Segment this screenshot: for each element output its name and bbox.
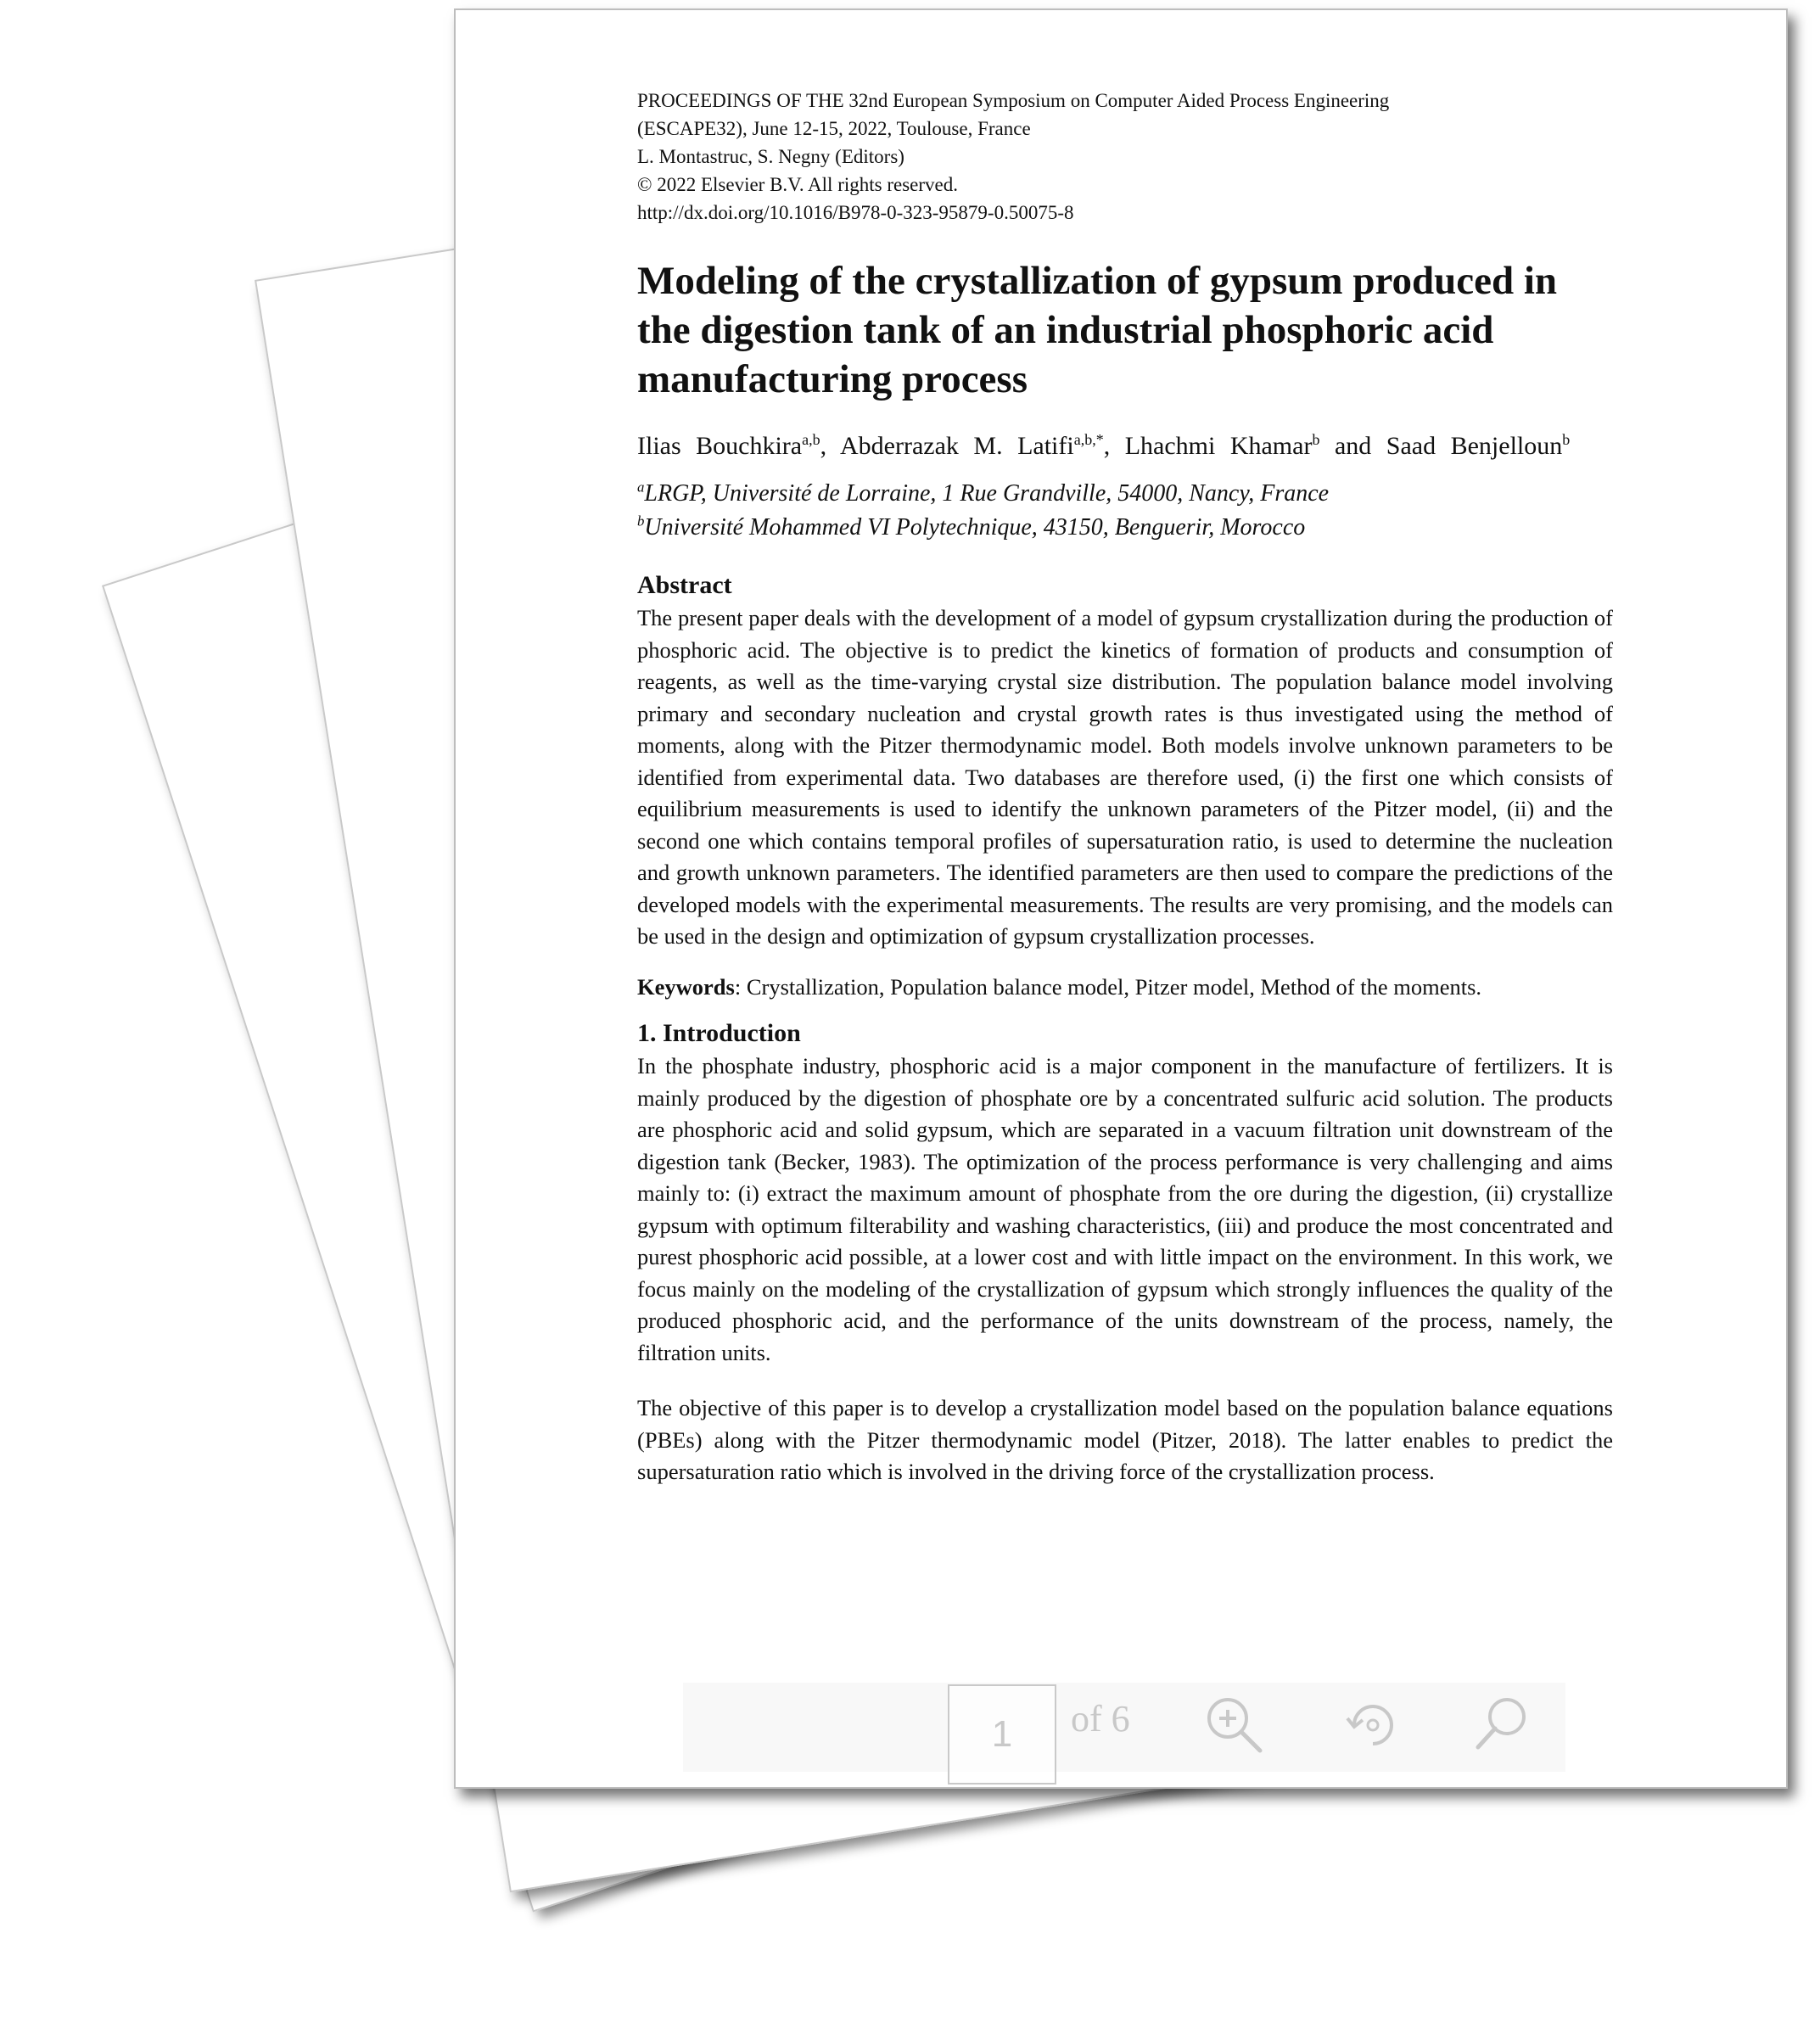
author-affiliation-mark: a,b [802, 431, 820, 448]
affiliation-list [637, 477, 1613, 545]
zoom-in-icon[interactable] [1201, 1691, 1268, 1759]
keywords-text: : Crystallization, Population balance model, Pitzer model, Method of the moments. [734, 973, 1482, 1000]
affiliation-a [637, 477, 1613, 511]
introduction-paragraph-2: The objective of this paper is to develop a crystallization model based on the population balance equations (PBEs) along with the Pitzer thermodynamic model (Pitzer, 2018). The latter enables to predict the supersaturation ratio which is involved in the driving force of the crystallization process. [637, 1395, 1613, 1484]
keywords-label: Keywords [637, 973, 735, 1000]
affiliation-b [637, 511, 1613, 545]
abstract-text: The present paper deals with the development of a model of gypsum crystallization during the production of phosphoric acid. The objective is to predict the kinetics of formation of products and consumption of reagents, as well as the time-varying crystal size distribution. The population balance model involving primary and secondary nucleation and crystal growth rates is thus investigated using the method of moments, along with the Pitzer thermodynamic model. Both models involve unknown parameters to be identified from experimental data. Two databases are therefore used, (i) the first one which consists of equilibrium measurements is used to identify the unknown parameters of the Pitzer model, (ii) and the second one which contains temporal profiles of supersaturation ratio, is used to determine the nucleation and growth unknown parameters. The identified parameters are then used to compare the predictions of the developed models with the experimental measurements. The results are very promising, and the models can be used in the design and optimization of gypsum crystallization processes. [637, 605, 1613, 949]
author-affiliation-mark: b [1312, 431, 1320, 448]
proceedings-header [637, 87, 1613, 227]
affiliation-text: LRGP, Université de Lorraine, 1 Rue Grandville, 54000, Nancy, France [644, 480, 1330, 507]
header-line-1: PROCEEDINGS OF THE 32nd European Symposium on Computer Aided Process Engineering [637, 90, 1390, 111]
page-number-input[interactable] [948, 1684, 1056, 1784]
page-content [637, 87, 1613, 1488]
keywords [637, 972, 1613, 1004]
page-total-label: of 6 [1071, 1698, 1130, 1740]
author-list: Ilias Bouchkira$^{a,b}$, Abderrazak M. Latifi$^{a,b,*}$, Lhachmi Khamar$^b$ and Saad Benjelloun$^b$ [637, 431, 1571, 460]
header-line-4: © 2022 Elsevier B.V. All rights reserved. [637, 174, 958, 195]
introduction-heading: 1. Introduction [637, 1019, 801, 1047]
affiliation-mark: b [637, 513, 645, 529]
author-name: Saad Benjelloun [1386, 432, 1563, 460]
author-name: Lhachmi Khamar [1124, 432, 1313, 460]
doi-link[interactable]: http://dx.doi.org/10.1016/B978-0-323-95879-0.50075-8 [637, 202, 1074, 223]
rotate-icon[interactable] [1339, 1691, 1407, 1759]
search-icon[interactable] [1468, 1691, 1536, 1759]
author-affiliation-mark: b [1562, 431, 1571, 448]
header-line-2: (ESCAPE32), June 12-15, 2022, Toulouse, France [637, 118, 1031, 139]
introduction-paragraph-1: In the phosphate industry, phosphoric acid is a major component in the manufacture of fertilizers. It is mainly produced by the digestion of phosphate ore by a concentrated sulfuric acid solution. The products are phosphoric acid and solid gypsum, which are separated in a vacuum filtration unit downstream of the digestion tank (Becker, 1983). The optimization of the process performance is very challenging and aims mainly to: (i) extract the maximum amount of phosphate from the ore during the digestion, (ii) crystallize gypsum with optimum filterability and washing characteristics, (iii) and produce the most concentrated and purest phosphoric acid possible, at a lower cost and with little impact on the environment. In this work, we focus mainly on the modeling of the crystallization of gypsum which strongly influences the quality of the produced phosphoric acid, and the performance of the units downstream of the process, namely, the filtration units. [637, 1053, 1613, 1365]
author-affiliation-mark: a,b,* [1073, 431, 1104, 448]
paper-title: Modeling of the crystallization of gypsum produced in the digestion tank of an industrial phosphoric acid manufacturing process [637, 259, 1558, 401]
affiliation-mark: a [637, 479, 645, 496]
author-name: Ilias Bouchkira [637, 432, 803, 460]
author-name: Abderrazak M. Latifi [839, 432, 1074, 460]
header-line-3: L. Montastruc, S. Negny (Editors) [637, 146, 904, 167]
author-conjunction: and [1334, 432, 1372, 460]
abstract-heading: Abstract [637, 571, 732, 599]
affiliation-text: Université Mohammed VI Polytechnique, 43150, Benguerir, Morocco [644, 514, 1306, 541]
document-page [454, 8, 1788, 1789]
